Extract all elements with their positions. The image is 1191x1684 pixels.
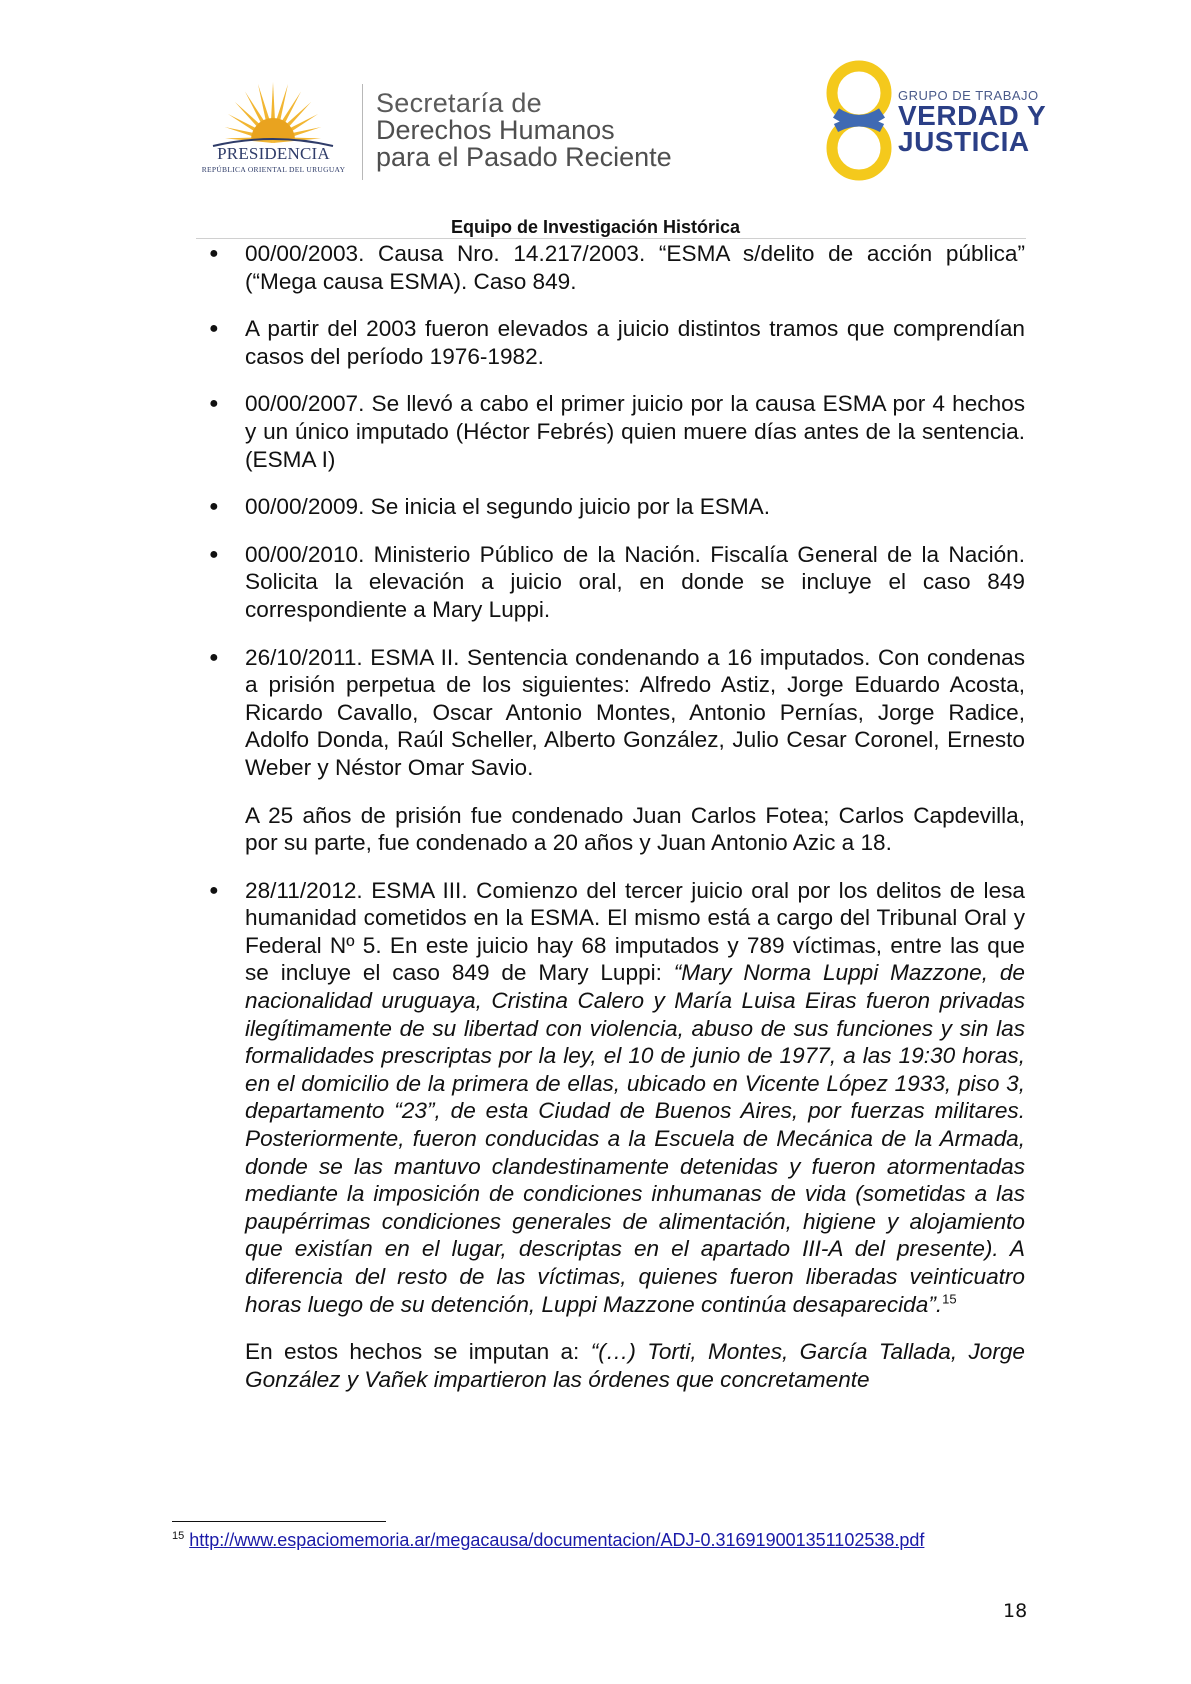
verdad-label: VERDAD Y [898,100,1047,131]
item-paragraph [245,1338,1025,1393]
quoted-text: “Mary Norma Luppi Mazzone, de nacionalidad uruguaya, Cristina Calero y María Luisa Eiras fueron privadas ilegítimamente de su libertad con violencia, abuso de sus funciones y sin las formalidades prescriptas por la ley, el 10 de junio de 1977, a las 19:30 horas, en el domicilio de la primera de ellas, ubicado en Vicente López 1933, piso 3, departamento “23”, de esta Ciudad de Buenos Aires, por fuerzas militares. Posteriormente, fueron conducidas a la Escuela de Mecánica de la Armada, donde se las mantuvo clandestinamente detenidas y fueron atormentadas mediante la imposición de condiciones inhumanas de vida (sometidas a las paupérrimas condiciones generales de alimentación, higiene y alojamiento que existían en el lugar, descriptas en el apartado III-A del presente). A diferencia del resto de las víctimas, quienes fueron liberadas veinticuatro horas luego de su detención, Luppi Mazzone continúa desaparecida”. [245,960,1025,1317]
item-text: 28/11/2012. ESMA III. Comienzo del tercer juicio oral por los delitos de lesa humanidad cometidos en la ESMA. El mismo está a cargo del Tribunal Oral y Federal Nº 5. En este juicio hay 68 imputados y 789 víctimas, entre las que se incluye el caso 849 de Mary Luppi: [245,877,1025,986]
list-item [205,644,1025,857]
footnote-link[interactable]: http://www.espaciomemoria.ar/megacausa/documentacion/ADJ-0.316919001351102538.pdf [189,1530,925,1550]
timeline-list [205,240,1025,1393]
item-text: A partir del 2003 fueron elevados a juicio distintos tramos que comprendían casos del período 1976-1982. [245,316,1025,369]
secretaria-title [376,90,672,171]
secretaria-line2: Derechos Humanos [376,115,615,145]
footnote [172,1530,924,1551]
list-item [205,493,1025,521]
bullet-icon: ● [209,648,219,666]
bullet-icon: ● [209,245,219,262]
item-text: 00/00/2010. Ministerio Público de la Nación. Fiscalía General de la Nación. Solicita la elevación a juicio oral, en donde se incluye el caso 849 correspondiente a Mary Luppi. [245,541,1025,622]
footnote-ref: 15 [942,1291,957,1307]
list-item [205,541,1025,624]
team-heading: Equipo de Investigación Histórica [450,217,741,237]
secretaria-line3: para el Pasado Reciente [376,142,672,172]
document-body [205,240,1025,1413]
paragraph-text: En estos hechos se imputan a: [245,1339,591,1365]
list-item [205,315,1025,370]
page-number: 18 [1003,1600,1028,1622]
header-rule [196,238,1026,239]
item-text: 26/10/2011. ESMA II. Sentencia condenando a 16 imputados. Con condenas a prisión perpetua de los siguientes: Alfredo Astiz, Jorge Eduardo Acosta, Ricardo Cavallo, Oscar Antonio Montes, Antonio Pernías, Jorge Radice, Adolfo Donda, Raúl Scheller, Alberto González, Julio Cesar Coronel, Ernesto Weber y Néstor Omar Savio. [245,644,1025,780]
bullet-icon: ● [209,498,219,516]
presidencia-label: PRESIDENCIA [217,144,330,163]
footnote-rule [172,1521,386,1522]
justicia-label: JUSTICIA [898,126,1030,157]
presidencia-subtitle: REPÚBLICA ORIENTAL DEL URUGUAY [201,165,346,174]
page-header [0,0,1191,240]
header-divider [362,84,363,180]
item-text: 00/00/2009. Se inicia el segundo juicio por la ESMA. [245,494,771,520]
item-text: 00/00/2003. Causa Nro. 14.217/2003. “ESMA s/delito de acción pública” (“Mega causa ESMA). Caso 849. [245,241,1025,294]
item-paragraph: A 25 años de prisión fue condenado Juan Carlos Fotea; Carlos Capdevilla, por su parte, fue condenado a 20 años y Juan Antonio Azic a 18. [245,802,1025,856]
bullet-icon: ● [209,395,219,413]
quoted-text: “(…) Torti, Montes, García Tallada, Jorge González y Vañek impartieron las órdenes que concretamente [245,1339,1025,1392]
secretaria-line1: Secretaría de [376,88,542,118]
item-text: 00/00/2007. Se llevó a cabo el primer juicio por la causa ESMA por 4 hechos y un único imputado (Héctor Febrés) quien muere días antes de la sentencia. (ESMA I) [245,391,1025,472]
grupo-label: GRUPO DE TRABAJO [898,88,1039,103]
bullet-icon: ● [209,545,219,563]
verdad-justicia-title [898,88,1046,155]
bullet-icon: ● [209,881,219,899]
bullet-icon: ● [209,320,219,338]
list-item [205,390,1025,473]
list-item [205,877,1025,1394]
verdad-justicia-logo [822,58,897,183]
list-item [205,240,1025,295]
footnote-number: 15 [172,1530,185,1542]
